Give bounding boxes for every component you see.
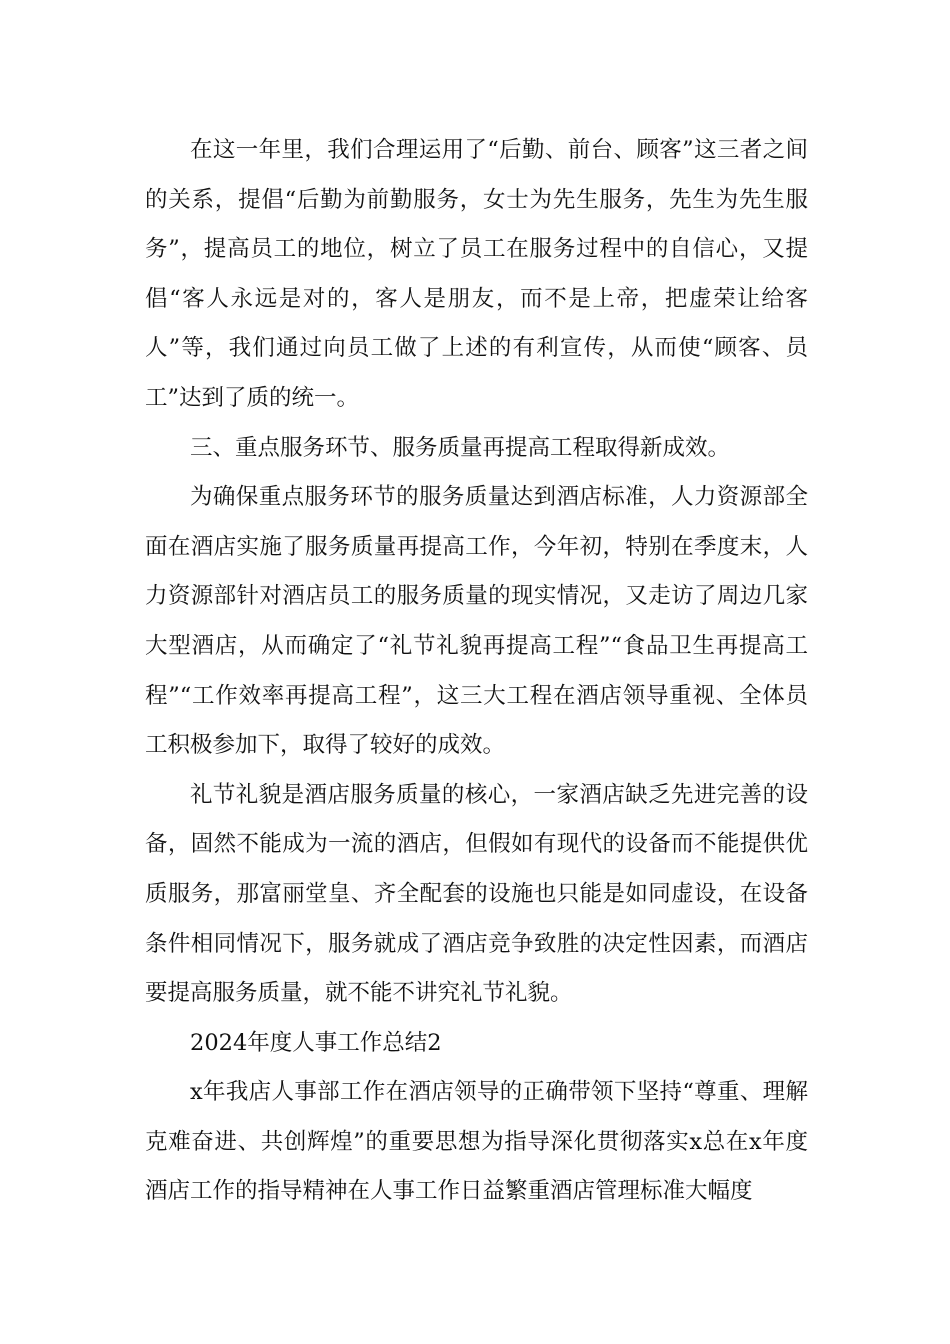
paragraph-etiquette: 礼节礼貌是酒店服务质量的核心，一家酒店缺乏先进完善的设备，固然不能成为一流的酒店，但假如有现代的设备而不能提供优质服务，那富丽堂皇、齐全配套的设施也只能是如同虚设，在设备条件相同情况下，服务就成了酒店竞争致胜的决定性因素，而酒店要提高服务质量，就不能不讲究礼节礼貌。 [145, 781, 808, 1007]
paragraph-service-improvement: 为确保重点服务环节的服务质量达到酒店标准，人力资源部全面在酒店实施了服务质量再提高工作，今年初，特别在季度末，人力资源部针对酒店员工的服务质量的现实情况，又走访了周边几家大型酒店，从而确定了“礼节礼貌再提高工程”“食品卫生再提高工程”“工作效率再提高工程”，这三大工程在酒店领导重视、全体员工积极参加下，取得了较好的成效。 [145, 484, 808, 759]
section-heading-service-quality: 三、重点服务环节、服务质量再提高工程取得新成效。 [190, 434, 731, 461]
section-heading-summary-2: 2024年度人事工作总结2 [190, 1029, 442, 1056]
paragraph-staff-relations: 在这一年里，我们合理运用了“后勤、前台、顾客”这三者之间的关系，提倡“后勤为前勤服务，女士为先生服务，先生为先生服务”，提高员工的地位，树立了员工在服务过程中的自信心，又提倡“客人永远是对的，客人是朋友，而不是上帝，把虚荣让给客人”等，我们通过向员工做了上述的有利宣传，从而使“顾客、员工”达到了质的统一。 [145, 137, 808, 411]
document-body [145, 126, 808, 1217]
paragraph-hr-work-intro: x年我店人事部工作在酒店领导的正确带领下坚持“尊重、理解克难奋进、共创辉煌”的重要思想为指导深化贯彻落实x总在x年度酒店工作的指导精神在人事工作日益繁重酒店管理标准大幅度 [145, 1079, 808, 1205]
